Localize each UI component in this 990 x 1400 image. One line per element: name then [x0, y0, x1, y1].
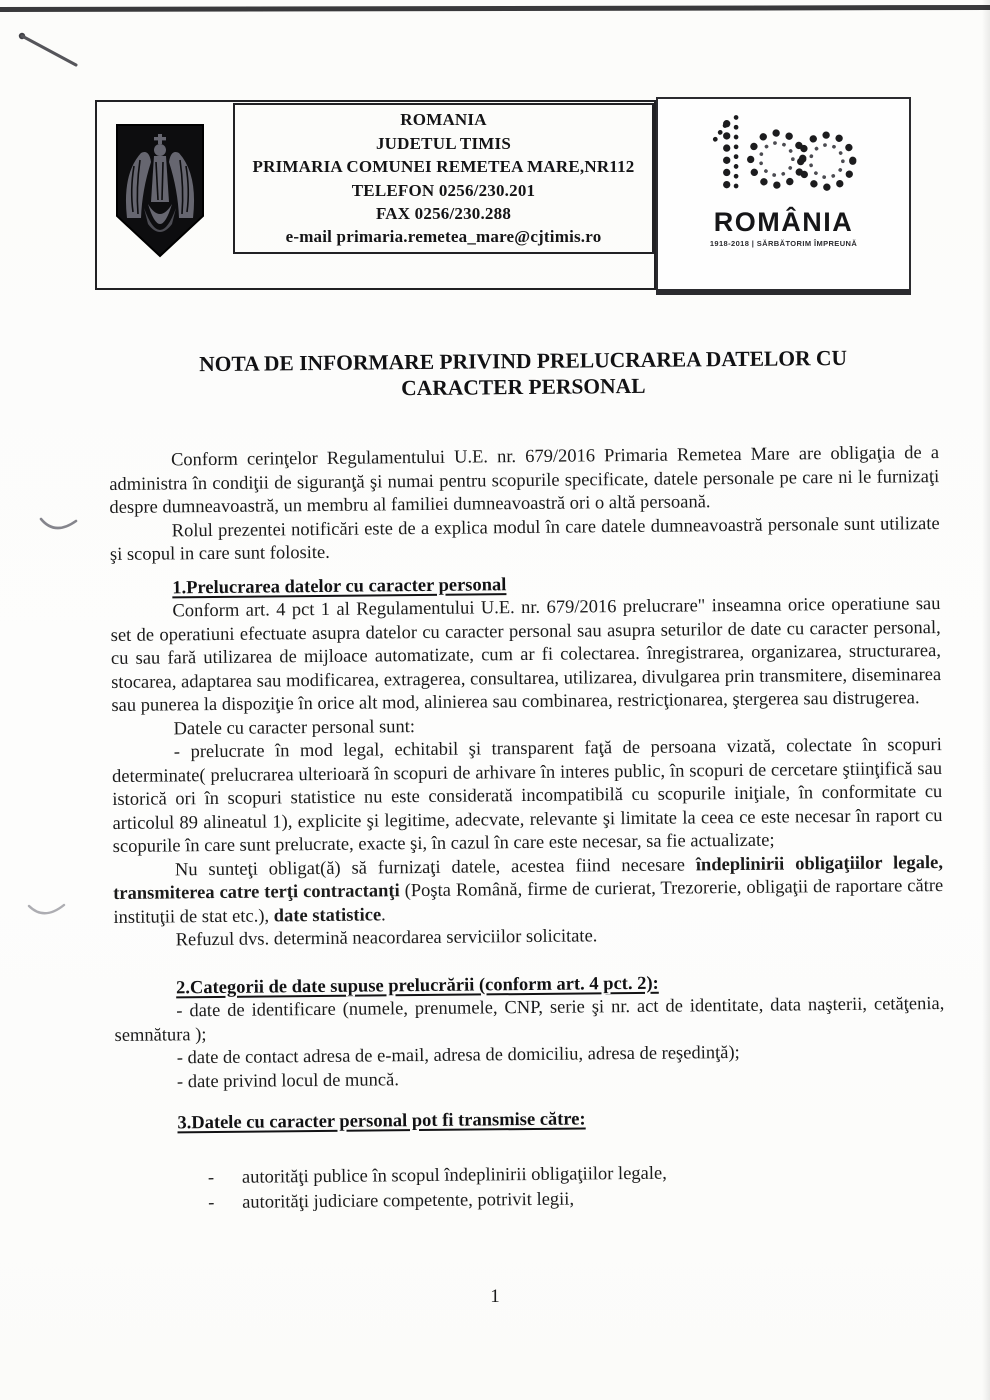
dash-bullet: -: [207, 1167, 215, 1188]
intro-paragraph-1: Conform cerinţelor Regulamentului U.E. nr. 679/2016 Primaria Remetea Mare are obligaţia de a administra în condiţii de siguranţă şi numai pentru scopurile specificate, datele personale pe care ni le furnizaţi despre dumneavoastră, un membru al familiei dumneavoastră ori o altă persoană.: [109, 443, 940, 518]
document-title: NOTA DE INFORMARE PRIVIND PRELUCRAREA DATELOR CU CARACTER PERSONAL: [199, 345, 848, 401]
section2-item-3: - date privind locul de muncă.: [176, 1069, 400, 1092]
issuer-phone: TELEFON 0256/230.201: [351, 180, 536, 200]
obligation-text-normal-1: Nu sunteţi obligat(ă) să furnizaţi datele, acestea fiind necesare: [174, 854, 696, 880]
section3-item-1-text: autorităţi publice în scopul îndeplinirii obligaţiilor legale,: [241, 1163, 667, 1188]
intro-paragraph-2: Rolul prezentei notificări este de a explica modul în care datele dumneavoastră personale sunt utilizate şi scopul in care sunt folosite.: [109, 513, 940, 565]
issuer-office: PRIMARIA COMUNEI REMETEA MARE,NR112: [252, 157, 635, 177]
romania-100-dots-icon: [705, 107, 863, 207]
section1-paragraph-2: Datele cu caracter personal sunt:: [173, 716, 416, 739]
obligation-text-bold-1: îndeplinirii obligaţiilor legale, transmiterea catre terţi contractanţi: [113, 852, 944, 904]
issuer-fax: FAX 0256/230.288: [375, 203, 512, 223]
obligation-text-bold-2: date statistice: [273, 904, 382, 926]
section2-item-2: - date de contact adresa de e-mail, adresa de domiciliu, adresa de reşedinţă);: [176, 1042, 740, 1069]
issuer-email: e-mail primaria.remetea_mare@cjtimis.ro: [285, 227, 602, 247]
issuer-info-box: [233, 103, 654, 254]
section3-item-2-text: autorităţi judiciare competente, potrivit legii,: [242, 1189, 575, 1213]
obligation-text-normal-2: (Poşta Română, firme de curierat, Trezorerie, obligaţii de raportare către instituţii de stat etc.),: [113, 876, 944, 928]
document-body: [108, 344, 946, 1216]
centenary-tagline: 1918-2018 | SĂRBĂTORIM ÎMPREUNĂ: [709, 239, 858, 248]
pen-stroke-mark: [12, 24, 92, 79]
section2-item-1: - date de identificare (numele, prenumele, CNP, serie şi nr. act de identitate, data naşterii, cetăţenia, semnătura );: [114, 994, 945, 1046]
staple-mark-upper: [38, 514, 80, 538]
section1-paragraph-1: Conform art. 4 pct 1 al Regulamentului U.E. nr. 679/2016 prelucrare" inseamna orice operatiune sau set de operatiuni efectuate asupra datelor cu caracter personal sau asupra seturilor de date cu caracter personal, cu sau fară utilizarea de mijloace automatizate, cum ar fi colectarea. înregistrarea, organizarea, structurarea, stocarea, adaptarea sau modificarea, extragerea, consultarea, utilizarea, divulgarea prin transmitere, diseminarea sau punerea la dispoziţie în orice alt mod, alinierea sau combinarea, restricţionarea, ştergerea sau distrugerea.: [110, 594, 942, 716]
issuer-country: ROMANIA: [400, 110, 487, 130]
section2-heading: 2.Categorii de date supuse prelucrării (conform art. 4 pct. 2):: [176, 973, 659, 998]
section1-heading: 1.Prelucrarea datelor cu caracter personal: [172, 574, 507, 598]
centenary-logo-box: [656, 97, 911, 295]
centenary-country-label: ROMÂNIA: [713, 207, 854, 237]
staple-mark-lower: [26, 900, 68, 924]
section1-paragraph-3: - prelucrate în mod legal, echitabil şi transparent faţă de persoana vizată, colectate în scopuri determinate( prelucrarea ulterioară în scopuri de arhivare în interes public, în scopuri de cercetare ştiinţifică sau istorică ori în scopuri statistice nu este considerată incompatibilă cu scopurile iniţiale, în conformitate cu articolul 89 alineatul 1), explicite şi legitime, adecvate, relevante şi limitate la ceea ce este necesar în raport cu scopurile în care sunt prelucrate, exacte şi, în cazul în care este necesar, sa fie actualizate;: [111, 735, 943, 857]
romanian-coat-of-arms-icon: [114, 122, 206, 260]
page-number: 1: [490, 1286, 500, 1307]
obligation-text-normal-3: .: [381, 904, 386, 925]
section3-heading: 3.Datele cu caracter personal pot fi transmise către:: [177, 1109, 586, 1134]
section1-paragraph-4: [113, 852, 944, 930]
issuer-county: JUDETUL TIMIS: [375, 133, 512, 153]
letterhead-box: [95, 100, 656, 290]
scan-edge-line: [0, 5, 990, 12]
dash-bullet: -: [208, 1192, 215, 1213]
section1-paragraph-5: Refuzul dvs. determină neacordarea serviciilor solicitate.: [175, 926, 598, 951]
